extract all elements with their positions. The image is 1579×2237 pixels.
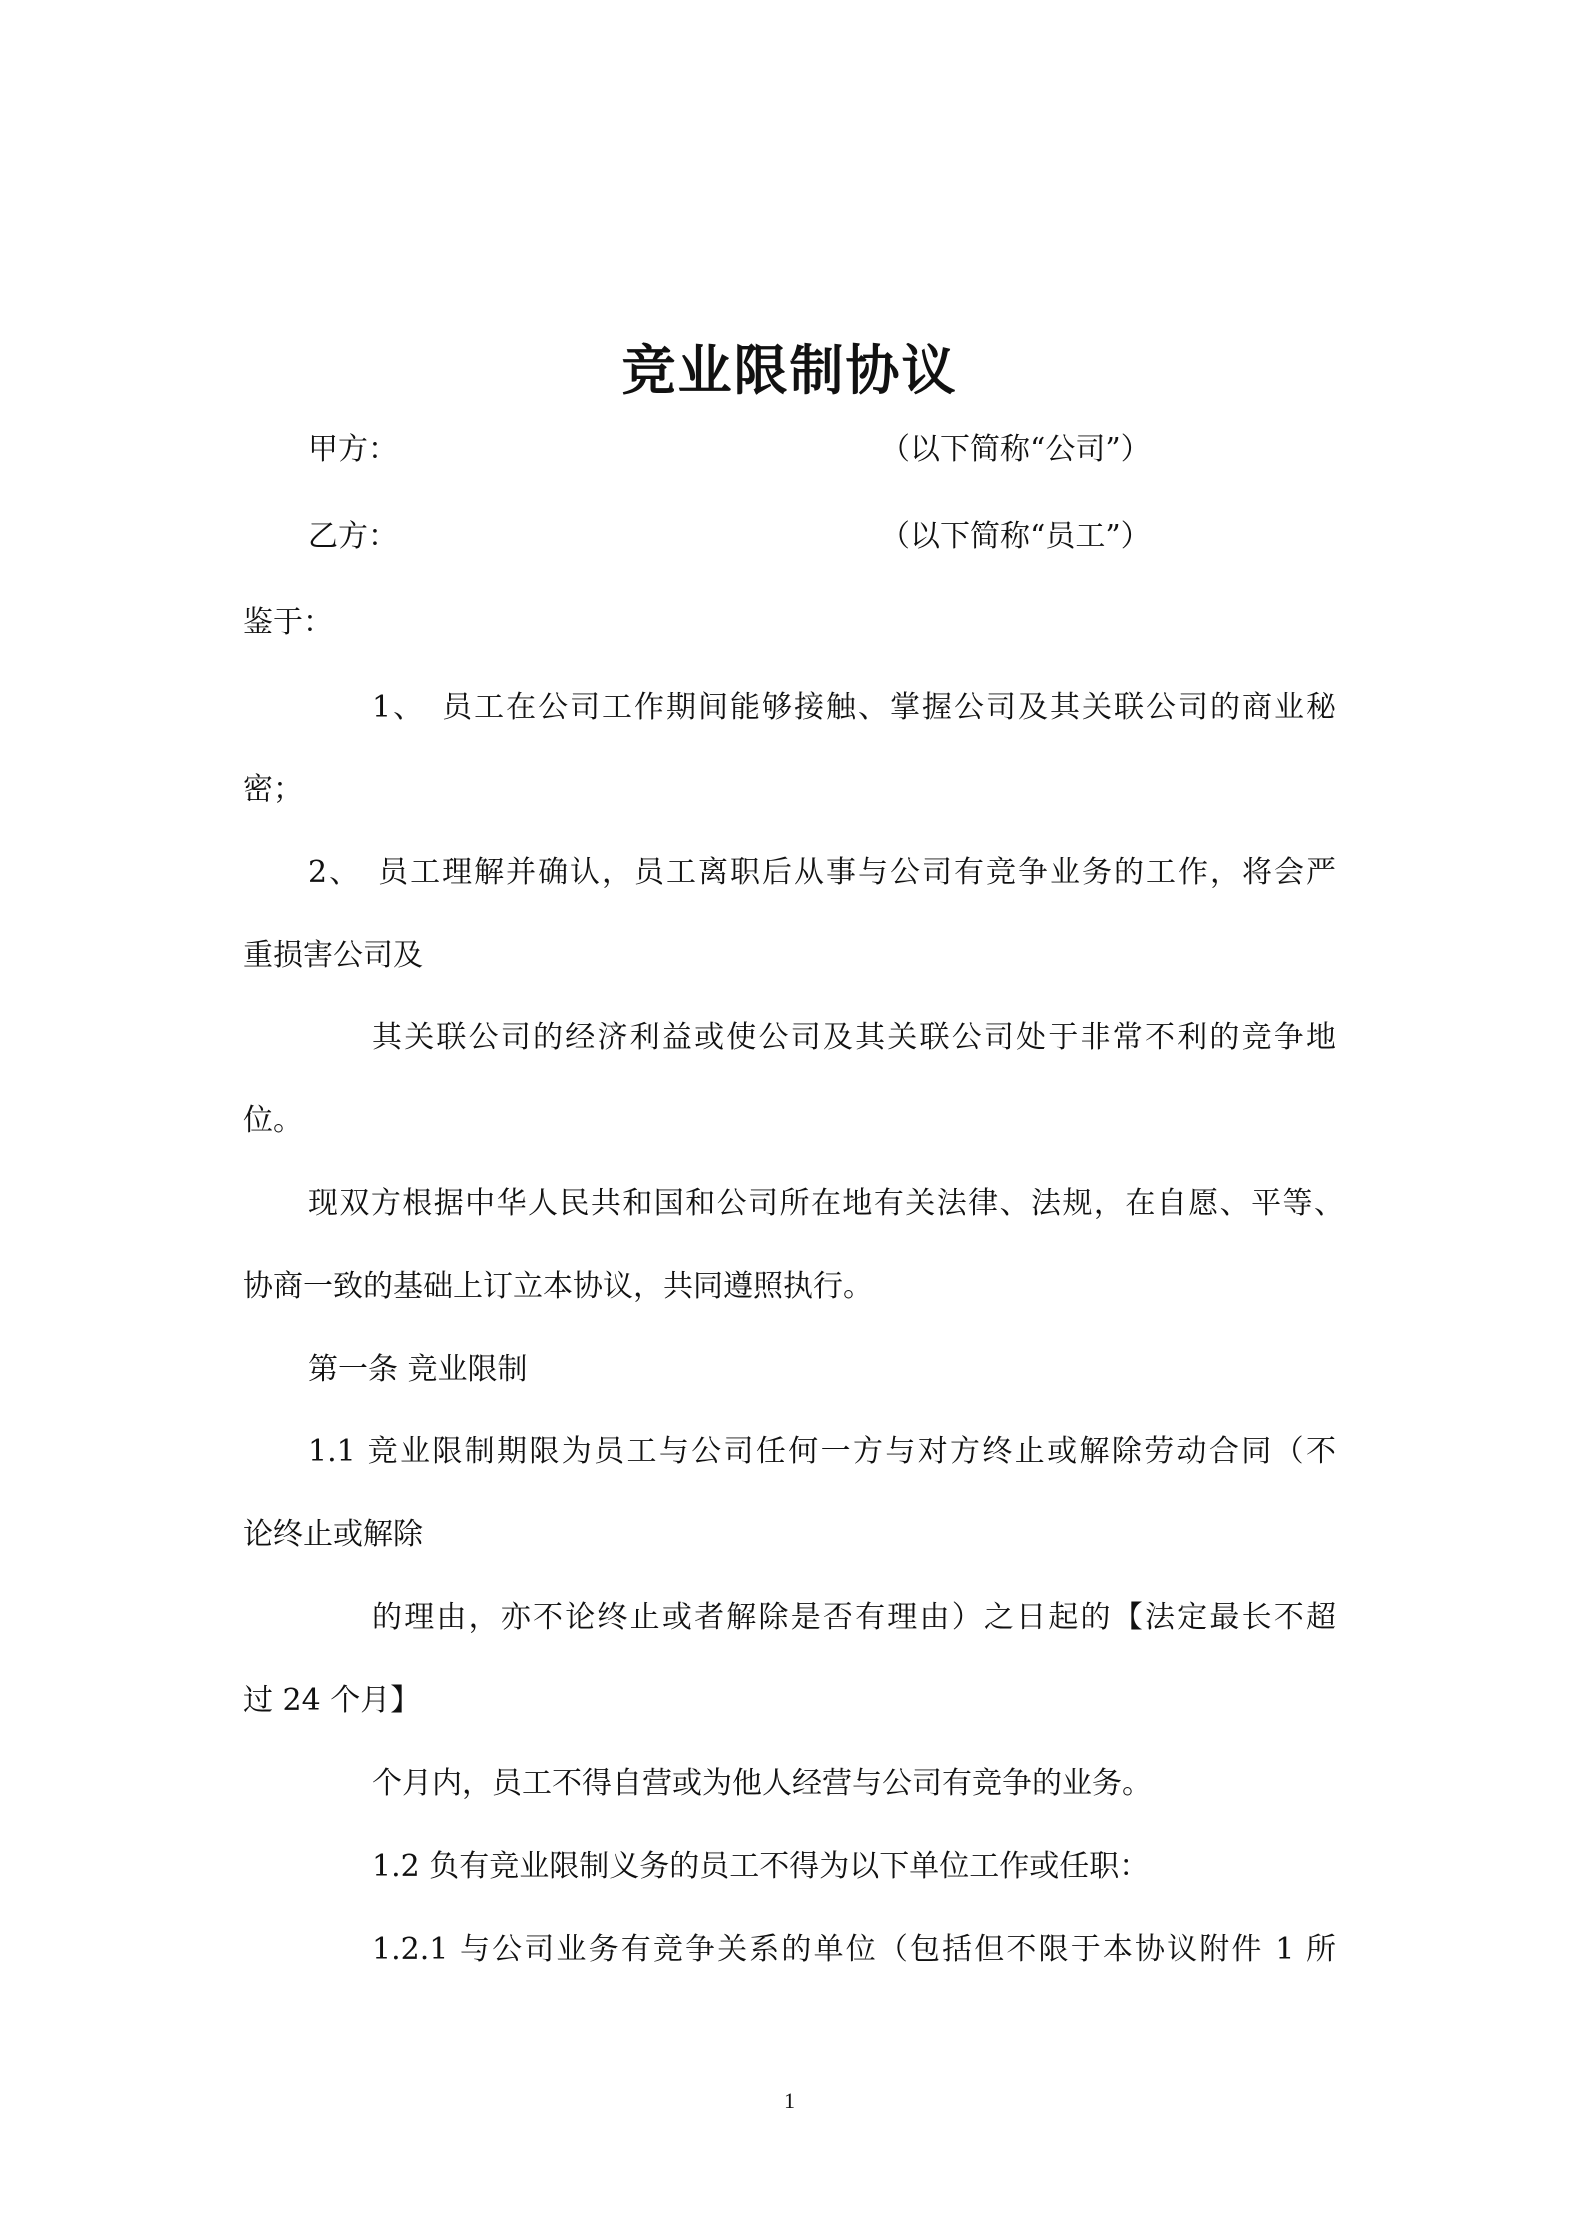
paragraph-line: 1.1 竞业限制期限为员工与公司任何一方与对方终止或解除劳动合同（不 [308,1434,1336,1469]
paragraph-line: 协商一致的基础上订立本协议，共同遵照执行。 [243,1269,873,1304]
paragraph-line: 论终止或解除 [243,1517,423,1552]
paragraph-line: 2、 员工理解并确认，员工离职后从事与公司有竞争业务的工作，将会严 [308,855,1336,890]
paragraph-line: 的理由，亦不论终止或者解除是否有理由）之日起的【法定最长不超 [372,1600,1336,1635]
section-heading: 第一条 竞业限制 [308,1352,528,1387]
paragraph-line: 其关联公司的经济利益或使公司及其关联公司处于非常不利的竞争地 [372,1020,1336,1055]
paragraph-line: 1、 员工在公司工作期间能够接触、掌握公司及其关联公司的商业秘 [372,690,1336,725]
party-b-label: 乙方： [308,519,398,554]
paragraph-line: 密； [243,772,303,807]
page-number: 1 [784,2088,795,2113]
party-a-alias: （以下简称“公司”） [880,432,1151,467]
paragraph-line: 1.2.1 与公司业务有竞争关系的单位（包括但不限于本协议附件 1 所 [372,1932,1336,1967]
paragraph-line: 重损害公司及 [243,938,423,973]
document-title: 竞业限制协议 [621,339,958,402]
party-b-alias: （以下简称“员工”） [880,519,1151,554]
paragraph-line: 1.2 负有竞业限制义务的员工不得为以下单位工作或任职： [372,1849,1150,1884]
paragraph-line: 过 24 个月】 [243,1683,421,1718]
party-a-label: 甲方： [308,432,398,467]
paragraph-line: 位。 [243,1103,303,1138]
whereas-heading: 鉴于： [243,605,333,640]
paragraph-line: 个月内，员工不得自营或为他人经营与公司有竞争的业务。 [372,1766,1152,1801]
paragraph-line: 现双方根据中华人民共和国和公司所在地有关法律、法规，在自愿、平等、 [308,1186,1344,1221]
